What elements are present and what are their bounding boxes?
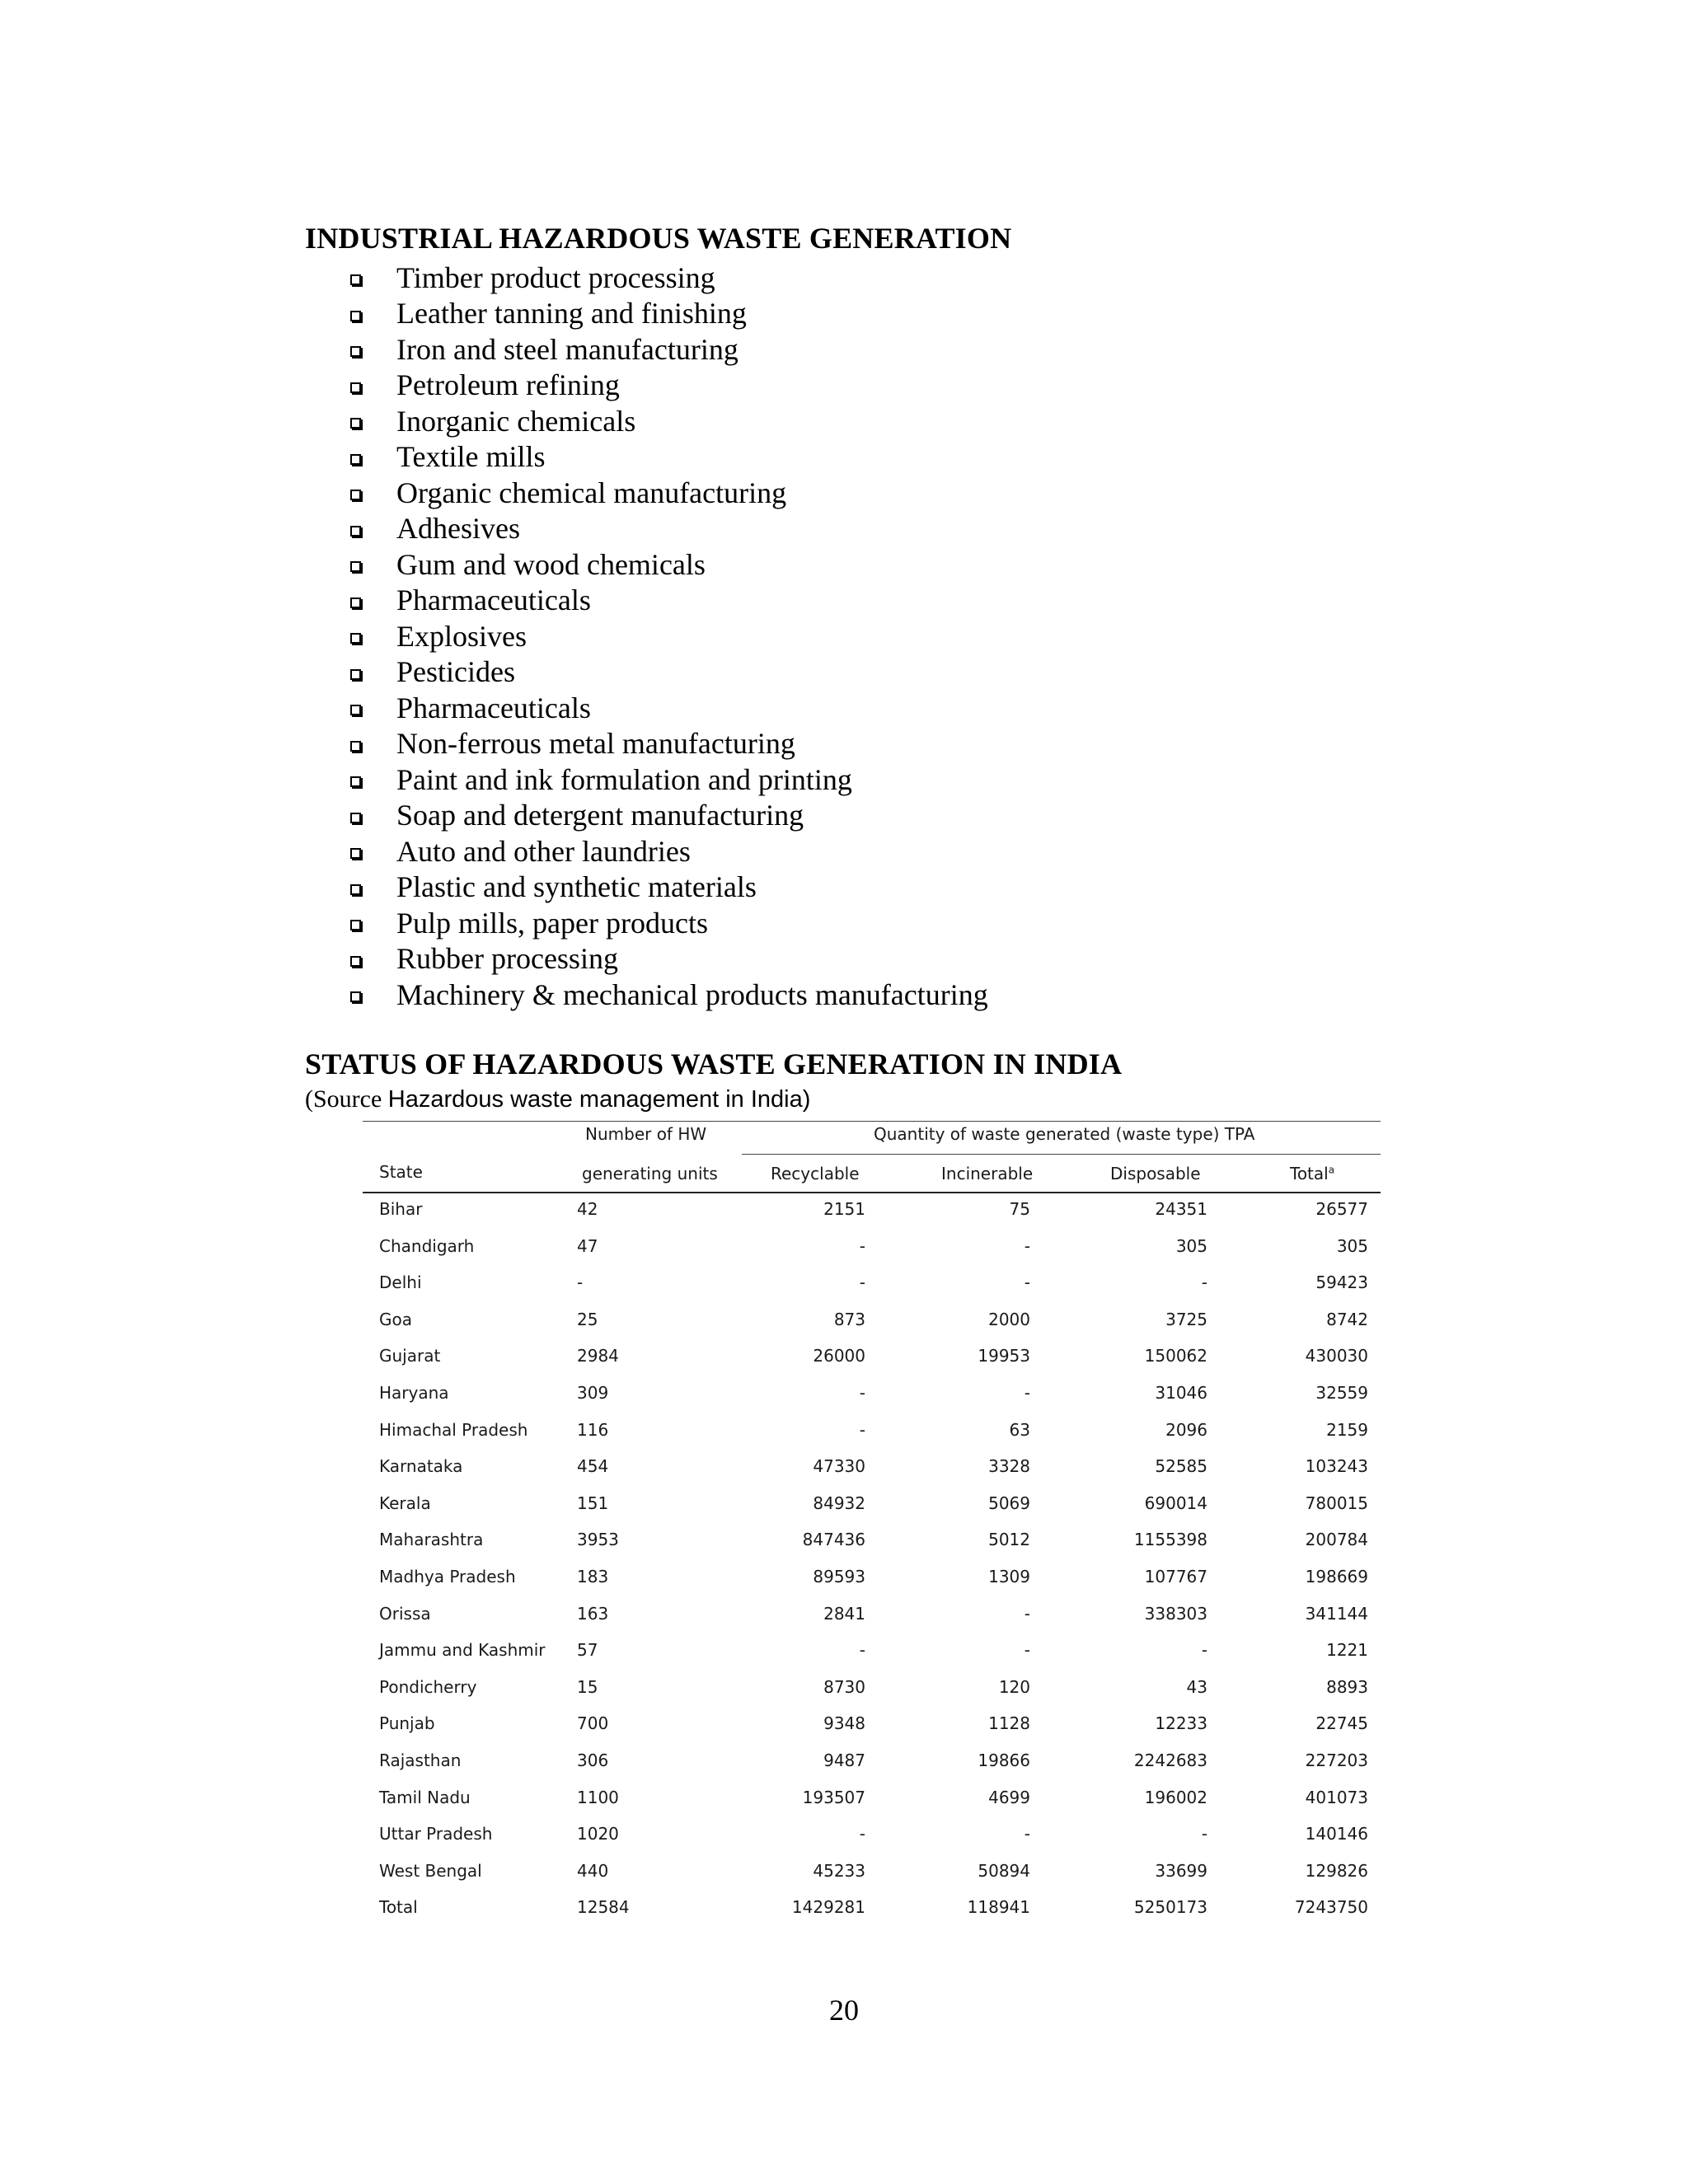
list-item-text: Paint and ink formulation and printing (396, 762, 852, 796)
cell-total: 305 (1336, 1235, 1368, 1256)
cell-recyclable: - (859, 1640, 865, 1661)
cell-units: 57 (577, 1640, 598, 1661)
cell-state: Karnataka (379, 1456, 463, 1477)
list-item (350, 260, 988, 296)
table-row (363, 1530, 1381, 1554)
cell-state: Total (379, 1897, 418, 1918)
cell-incinerable: - (1024, 1603, 1030, 1624)
cell-units: 183 (577, 1567, 609, 1586)
checkbox-square-icon (350, 490, 361, 500)
list-item-text: Plastic and synthetic materials (396, 870, 757, 904)
table-row (363, 1861, 1381, 1886)
list-item (350, 368, 988, 404)
cell-disposable: 338303 (1144, 1603, 1207, 1624)
list-item (350, 690, 988, 726)
cell-disposable: 150062 (1144, 1346, 1207, 1366)
checkbox-square-icon (350, 776, 361, 787)
list-item-text: Gum and wood chemicals (396, 547, 706, 581)
cell-state: Delhi (379, 1272, 422, 1293)
checkbox-square-icon (350, 813, 361, 823)
table-row (363, 1567, 1381, 1591)
list-item (350, 296, 988, 332)
cell-disposable: - (1201, 1824, 1207, 1844)
table-row (363, 1420, 1381, 1445)
cell-incinerable: 4699 (988, 1787, 1030, 1807)
list-item-text: Iron and steel manufacturing (396, 332, 738, 366)
list-item-text: Pulp mills, paper products (396, 906, 708, 940)
cell-state: Maharashtra (379, 1530, 484, 1550)
cell-total: 401073 (1305, 1787, 1368, 1807)
cell-units: 116 (577, 1419, 609, 1440)
cell-total: 129826 (1305, 1860, 1368, 1881)
list-item-text: Pharmaceuticals (396, 691, 591, 724)
header-quantity-group: Quantity of waste generated (waste type) TPA (874, 1124, 1255, 1144)
cell-disposable: 52585 (1155, 1456, 1207, 1477)
header-recyclable: Recyclable (771, 1164, 860, 1183)
list-item (350, 726, 988, 762)
table-row (363, 1788, 1381, 1812)
cell-total: 59423 (1315, 1272, 1368, 1293)
list-item-text: Inorganic chemicals (396, 404, 636, 438)
list-item-text: Pharmaceuticals (396, 583, 591, 617)
table-row (363, 1310, 1381, 1334)
checkbox-square-icon (350, 346, 361, 357)
header-units-line2: generating units (582, 1164, 718, 1183)
cell-total: 140146 (1305, 1824, 1368, 1844)
cell-disposable: 196002 (1144, 1787, 1207, 1807)
table-row (363, 1493, 1381, 1518)
cell-total: 26577 (1315, 1199, 1368, 1219)
cell-units: 1020 (577, 1824, 619, 1844)
table-row (363, 1383, 1381, 1408)
cell-disposable: 2096 (1165, 1419, 1207, 1440)
cell-incinerable: - (1024, 1383, 1030, 1403)
cell-recyclable: 26000 (813, 1346, 865, 1366)
cell-units: 3953 (577, 1530, 619, 1550)
checkbox-square-icon (350, 848, 361, 859)
checkbox-square-icon (350, 418, 361, 429)
checkbox-square-icon (350, 633, 361, 644)
checkbox-square-icon (350, 741, 361, 752)
cell-units: 47 (577, 1235, 598, 1256)
table-row (363, 1897, 1381, 1922)
cell-recyclable: - (859, 1235, 865, 1256)
cell-units: 25 (577, 1309, 598, 1329)
list-item-text: Petroleum refining (396, 368, 620, 402)
cell-recyclable: 84932 (813, 1493, 865, 1513)
cell-state: Bihar (379, 1199, 423, 1219)
cell-disposable: 31046 (1155, 1383, 1207, 1403)
list-item-text: Non-ferrous metal manufacturing (396, 727, 795, 761)
list-item (350, 762, 988, 798)
cell-recyclable: - (859, 1272, 865, 1293)
cell-state: Punjab (379, 1713, 435, 1734)
cell-incinerable: 19953 (978, 1346, 1030, 1366)
cell-incinerable: - (1024, 1824, 1030, 1844)
list-item (350, 833, 988, 869)
cell-state: Pondicherry (379, 1676, 477, 1697)
cell-units: 12584 (577, 1897, 630, 1918)
cell-total: 103243 (1305, 1456, 1368, 1477)
list-item-text: Explosives (396, 619, 527, 653)
checkbox-square-icon (350, 920, 361, 930)
cell-recyclable: 47330 (813, 1456, 865, 1477)
cell-state: Tamil Nadu (379, 1787, 471, 1807)
cell-units: 15 (577, 1676, 598, 1697)
list-item-text: Timber product processing (396, 260, 715, 294)
section-title-industrial-waste: INDUSTRIAL HAZARDOUS WASTE GENERATION (305, 222, 1012, 255)
cell-disposable: 3725 (1165, 1309, 1207, 1329)
cell-incinerable: - (1024, 1235, 1030, 1256)
cell-total: 198669 (1305, 1567, 1368, 1586)
header-total-label: Total (1290, 1164, 1329, 1183)
checkbox-square-icon (350, 454, 361, 465)
header-state: State (379, 1162, 423, 1182)
cell-disposable: - (1201, 1640, 1207, 1661)
checkbox-square-icon (350, 561, 361, 572)
cell-incinerable: 2000 (988, 1309, 1030, 1329)
cell-disposable: 305 (1175, 1235, 1207, 1256)
checkbox-square-icon (350, 526, 361, 537)
cell-incinerable: 75 (1009, 1199, 1030, 1219)
cell-total: 780015 (1305, 1493, 1368, 1513)
cell-recyclable: 9348 (823, 1713, 865, 1734)
list-item (350, 798, 988, 834)
list-item-text: Rubber processing (396, 942, 618, 976)
cell-state: Haryana (379, 1383, 449, 1403)
cell-disposable: - (1201, 1272, 1207, 1293)
source-citation (305, 1085, 810, 1113)
table-row (363, 1604, 1381, 1629)
cell-incinerable: 120 (998, 1676, 1030, 1697)
cell-disposable: 24351 (1155, 1199, 1207, 1219)
table-row (363, 1750, 1381, 1775)
header-units-line1: Number of HW (585, 1124, 707, 1144)
table-row (363, 1713, 1381, 1738)
list-item (350, 439, 988, 476)
group-header-rule (742, 1154, 1381, 1155)
cell-incinerable: 5069 (988, 1493, 1030, 1513)
list-item-text: Pesticides (396, 655, 515, 689)
cell-state: Himachal Pradesh (379, 1419, 528, 1440)
cell-state: Madhya Pradesh (379, 1567, 516, 1586)
cell-total: 200784 (1305, 1530, 1368, 1550)
cell-total: 2159 (1326, 1419, 1368, 1440)
section-title-status-india: STATUS OF HAZARDOUS WASTE GENERATION IN INDIA (305, 1047, 1123, 1080)
cell-units: 454 (577, 1456, 609, 1477)
cell-recyclable: 1429281 (791, 1897, 865, 1918)
cell-recyclable: - (859, 1824, 865, 1844)
source-prefix: (Source (305, 1085, 388, 1113)
cell-units: 309 (577, 1383, 609, 1403)
cell-total: 1221 (1326, 1640, 1368, 1661)
checkbox-square-icon (350, 991, 361, 1002)
cell-units: 163 (577, 1603, 609, 1624)
cell-recyclable: 2151 (823, 1199, 865, 1219)
cell-recyclable: 193507 (802, 1787, 865, 1807)
cell-state: Orissa (379, 1603, 431, 1624)
header-total (1290, 1164, 1334, 1183)
cell-units: 306 (577, 1750, 609, 1770)
cell-recyclable: 89593 (813, 1567, 865, 1586)
table-row (363, 1824, 1381, 1849)
cell-total: 430030 (1305, 1346, 1368, 1366)
list-item-text: Machinery & mechanical products manufacturing (396, 977, 988, 1011)
table-row (363, 1346, 1381, 1371)
checkbox-square-icon (350, 705, 361, 715)
cell-total: 8742 (1326, 1309, 1368, 1329)
table-top-rule (363, 1121, 1381, 1122)
header-incinerable: Incinerable (941, 1164, 1034, 1183)
cell-recyclable: - (859, 1419, 865, 1440)
cell-recyclable: 8730 (823, 1676, 865, 1697)
cell-disposable: 107767 (1144, 1567, 1207, 1586)
list-item (350, 403, 988, 439)
cell-state: Uttar Pradesh (379, 1824, 493, 1844)
table-row (363, 1272, 1381, 1297)
cell-incinerable: 50894 (978, 1860, 1030, 1881)
list-item (350, 654, 988, 691)
cell-recyclable: 9487 (823, 1750, 865, 1770)
list-item-text: Leather tanning and finishing (396, 297, 747, 330)
cell-units: 1100 (577, 1787, 619, 1807)
cell-state: Goa (379, 1309, 412, 1329)
checkbox-square-icon (350, 884, 361, 895)
cell-disposable: 12233 (1155, 1713, 1207, 1734)
list-item (350, 941, 988, 977)
cell-incinerable: 19866 (978, 1750, 1030, 1770)
cell-disposable: 2242683 (1133, 1750, 1207, 1770)
table-row (363, 1640, 1381, 1665)
list-item (350, 331, 988, 368)
cell-total: 341144 (1305, 1603, 1368, 1624)
cell-total: 8893 (1326, 1676, 1368, 1697)
list-item (350, 869, 988, 906)
cell-state: Kerala (379, 1493, 431, 1513)
cell-incinerable: - (1024, 1272, 1030, 1293)
checkbox-square-icon (350, 598, 361, 608)
cell-incinerable: 118941 (967, 1897, 1030, 1918)
cell-units: - (577, 1272, 584, 1293)
header-disposable: Disposable (1110, 1164, 1201, 1183)
cell-incinerable: - (1024, 1640, 1030, 1661)
table-row (363, 1236, 1381, 1261)
cell-disposable: 5250173 (1133, 1897, 1207, 1918)
table-row (363, 1456, 1381, 1481)
checkbox-square-icon (350, 311, 361, 321)
list-item (350, 475, 988, 511)
list-item-text: Textile mills (396, 440, 546, 474)
cell-incinerable: 1128 (988, 1713, 1030, 1734)
source-title: Hazardous waste management in India) (387, 1086, 811, 1113)
industry-list (350, 260, 988, 1013)
cell-units: 2984 (577, 1346, 619, 1366)
list-item (350, 905, 988, 941)
list-item-text: Soap and detergent manufacturing (396, 799, 804, 832)
list-item-text: Auto and other laundries (396, 834, 691, 868)
cell-units: 440 (577, 1860, 609, 1881)
list-item (350, 511, 988, 547)
cell-recyclable: 873 (833, 1309, 865, 1329)
cell-state: Jammu and Kashmir (379, 1640, 546, 1661)
list-item (350, 618, 988, 654)
cell-recyclable: 45233 (813, 1860, 865, 1881)
checkbox-square-icon (350, 274, 361, 285)
cell-recyclable: - (859, 1383, 865, 1403)
checkbox-square-icon (350, 382, 361, 393)
cell-units: 151 (577, 1493, 609, 1513)
cell-total: 7243750 (1294, 1897, 1368, 1918)
cell-state: Rajasthan (379, 1750, 462, 1770)
list-item-text: Adhesives (396, 512, 520, 546)
cell-units: 42 (577, 1199, 598, 1219)
cell-total: 32559 (1315, 1383, 1368, 1403)
list-item (350, 977, 988, 1013)
cell-state: Gujarat (379, 1346, 441, 1366)
table-row (363, 1677, 1381, 1702)
cell-state: West Bengal (379, 1860, 482, 1881)
header-bottom-rule (363, 1192, 1381, 1193)
cell-incinerable: 5012 (988, 1530, 1030, 1550)
checkbox-square-icon (350, 956, 361, 967)
cell-incinerable: 3328 (988, 1456, 1030, 1477)
cell-state: Chandigarh (379, 1235, 475, 1256)
cell-incinerable: 1309 (988, 1567, 1030, 1586)
checkbox-square-icon (350, 669, 361, 680)
cell-incinerable: 63 (1009, 1419, 1030, 1440)
page-number: 20 (829, 1994, 859, 2027)
list-item-text: Organic chemical manufacturing (396, 476, 787, 509)
list-item (350, 583, 988, 619)
cell-total: 22745 (1315, 1713, 1368, 1734)
cell-recyclable: 2841 (823, 1603, 865, 1624)
cell-disposable: 690014 (1144, 1493, 1207, 1513)
cell-recyclable: 847436 (802, 1530, 865, 1550)
cell-disposable: 43 (1186, 1676, 1207, 1697)
cell-total: 227203 (1305, 1750, 1368, 1770)
cell-units: 700 (577, 1713, 609, 1734)
table-row (363, 1199, 1381, 1224)
cell-disposable: 33699 (1155, 1860, 1207, 1881)
header-total-superscript: a (1328, 1164, 1335, 1176)
cell-disposable: 1155398 (1133, 1530, 1207, 1550)
list-item (350, 546, 988, 583)
